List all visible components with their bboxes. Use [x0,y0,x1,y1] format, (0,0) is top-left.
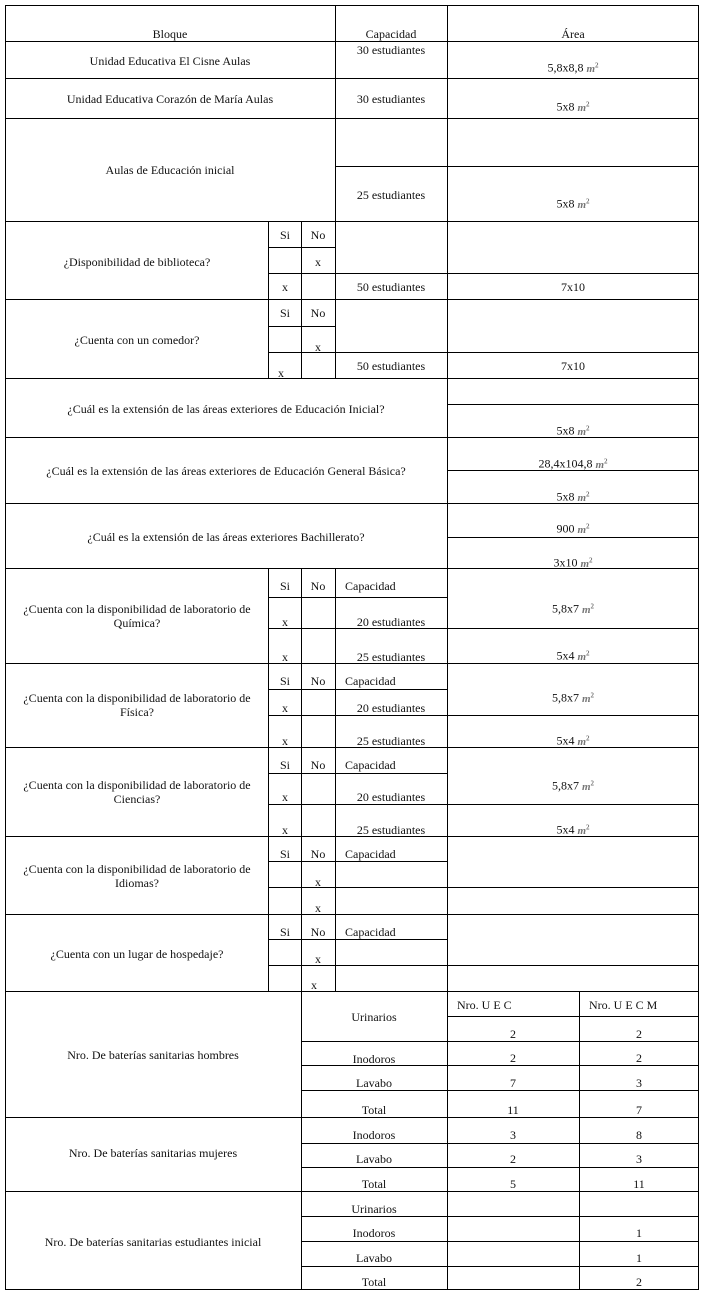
comedor-si-mark: x [278,366,284,380]
mujeres-row-name: Total [361,1177,387,1191]
row-comedor-capacity: 50 estudiantes [356,359,426,373]
unit-m2: $m^2$ [581,602,595,616]
header-area: Área [561,27,585,41]
row-biblioteca-label: ¿Disponibilidad de biblioteca? [63,255,211,269]
unit-m2: $m^2$ [577,100,590,114]
row-inicial-label: Aulas de Educación inicial [105,163,235,177]
hombres-row-uec: 2 [510,1027,516,1041]
unit-m2: $m^2$ [580,556,593,570]
ciencias-area-2: 5x4 $m^2$ [556,822,590,837]
biblioteca-no-header: No [310,228,326,242]
idiomas-no-header: No [310,847,326,861]
hombres-row-uecm: 3 [636,1076,642,1090]
quimica-si-mark-1: x [282,615,288,629]
ciencias-cap-header: Capacidad [345,758,396,772]
idiomas-si-header: Si [279,847,291,861]
mujeres-row-uec: 5 [510,1177,516,1191]
mujeres-row-name: Lavabo [356,1152,392,1166]
unit-m2: $m^2$ [577,649,590,663]
header-bloque: Bloque [152,27,188,41]
quimica-cap-header: Capacidad [345,579,396,593]
fisica-si-mark-2: x [282,734,288,748]
row-comedor-area: 7x10 [561,359,585,373]
ciencias-area-1: 5,8x7 $m^2$ [551,778,595,793]
row-ext-basica-area1: 28,4x104,8 $m^2$ [538,456,608,471]
idiomas-no-mark-1: x [315,875,321,889]
ciencias-si-mark-1: x [282,790,288,804]
fisica-cap-2: 25 estudiantes [356,734,426,748]
row-ext-basica-area2: 5x8 $m^2$ [556,489,590,504]
mujeres-row-uec: 3 [510,1128,516,1142]
row-lab-idiomas-label: ¿Cuenta con la disponibilidad de laboratorio de Idiomas? [23,862,251,890]
unit-m2: $m^2$ [577,424,590,438]
hombres-row-uec: 2 [510,1051,516,1065]
hospedaje-cap-header: Capacidad [345,925,396,939]
hombres-row-uec: 11 [507,1103,519,1117]
hombres-row-uecm: 2 [636,1051,642,1065]
row-biblioteca-area: 7x10 [561,280,585,294]
hospedaje-si-header: Si [279,925,291,939]
hombres-row-name: Total [361,1103,387,1117]
row-corazon-label: Unidad Educativa Corazón de María Aulas [66,92,274,106]
row-lab-quimica-label: ¿Cuenta con la disponibilidad de laboratorio de Química? [23,602,251,630]
quimica-cap-1: 20 estudiantes [356,615,426,629]
row-corazon-capacity: 30 estudiantes [356,92,426,106]
row-corazon-area: 5x8 $m^2$ [556,99,590,114]
unit-m2: $m^2$ [586,61,599,75]
inicial-row-name: Lavabo [356,1251,392,1265]
unit-m2: $m^2$ [577,197,590,211]
ciencias-si-mark-2: x [282,823,288,837]
comedor-no-mark: x [315,340,321,354]
fisica-area-2: 5x4 $m^2$ [556,733,590,748]
unit-m2: $m^2$ [581,691,595,705]
mujeres-row-uecm: 11 [633,1177,645,1191]
fisica-cap-1: 20 estudiantes [356,701,426,715]
hombres-row-name: Inodoros [352,1052,396,1066]
col-uec-header: Nro. U E C [457,998,512,1012]
row-ext-bach-area1: 900 $m^2$ [556,521,590,536]
col-uecm-header: Nro. U E C M [589,998,658,1012]
ciencias-no-header: No [310,758,326,772]
row-cisne-area: 5,8x8,8 $m^2$ [547,60,599,75]
ciencias-cap-1: 20 estudiantes [356,790,426,804]
row-lab-fisica-label: ¿Cuenta con la disponibilidad de laboratorio de Física? [23,691,251,719]
row-ext-bach-label: ¿Cuál es la extensión de las áreas exteriores Bachillerato? [87,530,365,544]
inicial-row-name: Urinarios [351,1202,397,1216]
hospedaje-no-header: No [310,925,326,939]
sanitarias-inicial-label: Nro. De baterías sanitarias estudiantes inicial [44,1235,262,1249]
biblioteca-no-mark: x [315,255,321,269]
comedor-si-header: Si [279,306,291,320]
fisica-no-header: No [310,674,326,688]
table-frame [5,5,699,1290]
row-inicial-area: 5x8 $m^2$ [556,196,590,211]
quimica-area-1: 5,8x7 $m^2$ [551,601,595,616]
row-ext-basica-label: ¿Cuál es la extensión de las áreas exteriores de Educación General Básica? [46,464,406,478]
row-biblioteca-capacity: 50 estudiantes [356,280,426,294]
hombres-row-name: Urinarios [351,1010,397,1024]
idiomas-no-mark-2: x [315,901,321,915]
hombres-row-uec: 7 [510,1076,516,1090]
row-inicial-capacity: 25 estudiantes [356,188,426,202]
sanitarias-hombres-label: Nro. De baterías sanitarias hombres [67,1048,239,1062]
row-cisne-capacity: 30 estudiantes [356,43,426,57]
idiomas-cap-header: Capacidad [345,847,396,861]
inicial-row-name: Inodoros [352,1226,396,1240]
quimica-no-header: No [310,579,326,593]
unit-m2: $m^2$ [577,823,590,837]
row-comedor-label: ¿Cuenta con un comedor? [74,333,200,347]
unit-m2: $m^2$ [577,734,590,748]
hospedaje-no-mark-1: x [315,952,321,966]
ciencias-si-header: Si [279,758,291,772]
fisica-area-1: 5,8x7 $m^2$ [551,690,595,705]
row-ext-bach-area2: 3x10 $m^2$ [553,555,593,570]
inicial-row-uecm: 2 [636,1275,642,1289]
unit-m2: $m^2$ [595,457,608,471]
quimica-si-header: Si [279,579,291,593]
mujeres-row-name: Inodoros [352,1128,396,1142]
inicial-row-uecm: 1 [636,1251,642,1265]
unit-m2: $m^2$ [577,522,590,536]
fisica-cap-header: Capacidad [345,674,396,688]
header-capacidad: Capacidad [365,27,417,41]
quimica-si-mark-2: x [282,650,288,664]
row-hospedaje-label: ¿Cuenta con un lugar de hospedaje? [50,947,224,961]
fisica-si-header: Si [279,674,291,688]
quimica-cap-2: 25 estudiantes [356,650,426,664]
inicial-row-name: Total [361,1275,387,1289]
hombres-row-name: Lavabo [356,1076,392,1090]
biblioteca-si-mark: x [282,280,288,294]
mujeres-row-uecm: 3 [636,1152,642,1166]
unit-m2: $m^2$ [577,490,590,504]
sanitarias-mujeres-label: Nro. De baterías sanitarias mujeres [68,1146,238,1160]
row-ext-inicial-label: ¿Cuál es la extensión de las áreas exteriores de Educación Inicial? [67,402,385,416]
comedor-no-header: No [310,306,326,320]
fisica-si-mark-1: x [282,701,288,715]
ciencias-cap-2: 25 estudiantes [356,823,426,837]
row-lab-ciencias-label: ¿Cuenta con la disponibilidad de laboratorio de Ciencias? [23,778,251,806]
inicial-row-uecm: 1 [636,1226,642,1240]
quimica-area-2: 5x4 $m^2$ [556,648,590,663]
hospedaje-no-mark-2: x [311,978,317,992]
biblioteca-si-header: Si [279,228,291,242]
row-ext-inicial-area: 5x8 $m^2$ [556,423,590,438]
unit-m2: $m^2$ [581,779,595,793]
mujeres-row-uecm: 8 [636,1128,642,1142]
hombres-row-uecm: 2 [636,1027,642,1041]
row-cisne-label: Unidad Educativa El Cisne Aulas [89,54,251,68]
hombres-row-uecm: 7 [636,1103,642,1117]
mujeres-row-uec: 2 [510,1152,516,1166]
